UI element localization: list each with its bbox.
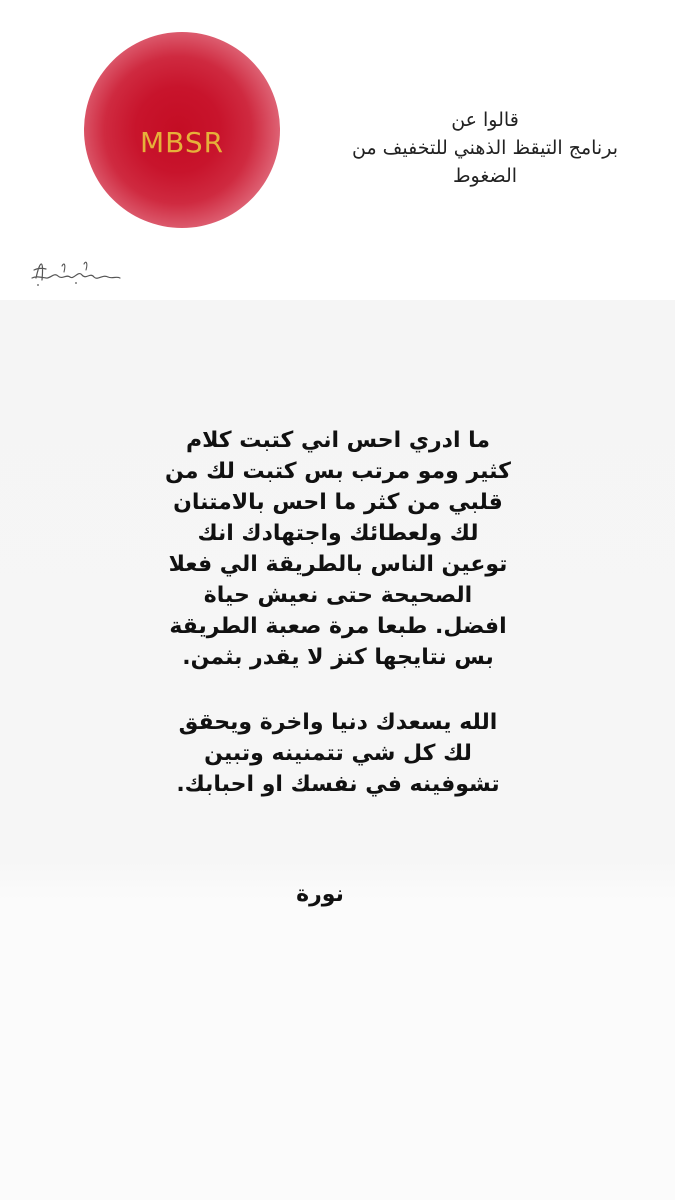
mbsr-logo [84,32,280,228]
message-line: لك ولعطائك واجتهادك انك [197,521,479,546]
message-line: قلبي من كثر ما احس بالامتنان [173,490,503,515]
program-caption [318,106,652,190]
header [0,0,675,300]
message-line: افضل. طبعا مرة صعبة الطريقة [169,614,507,639]
message-line: الله يسعدك دنيا واخرة ويحقق [178,710,498,735]
caption-line: برنامج التيقظ الذهني للتخفيف من [352,137,618,159]
message-line: بس نتايجها كنز لا يقدر بثمن. [182,645,494,670]
caption-line: الضغوط [452,165,518,187]
signature-icon [26,250,122,290]
testimonial-message [130,425,546,800]
message-line: الصحيحة حتى نعيش حياة [203,583,473,608]
message-line: توعين الناس بالطريقة الي فعلا [168,552,508,577]
caption-line: قالوا عن [451,109,519,131]
message-line: لك كل شي تتمنينه وتبين [204,741,472,766]
author-name: نورة [296,882,344,907]
message-line: ما ادري احس اني كتبت كلام [185,428,491,453]
logo-text: MBSR [139,126,225,159]
message-paragraph [130,425,546,673]
message-line: كثير ومو مرتب بس كتبت لك من [165,459,511,484]
message-paragraph [130,707,546,800]
message-line: تشوفينه في نفسك او احبابك. [176,772,500,797]
